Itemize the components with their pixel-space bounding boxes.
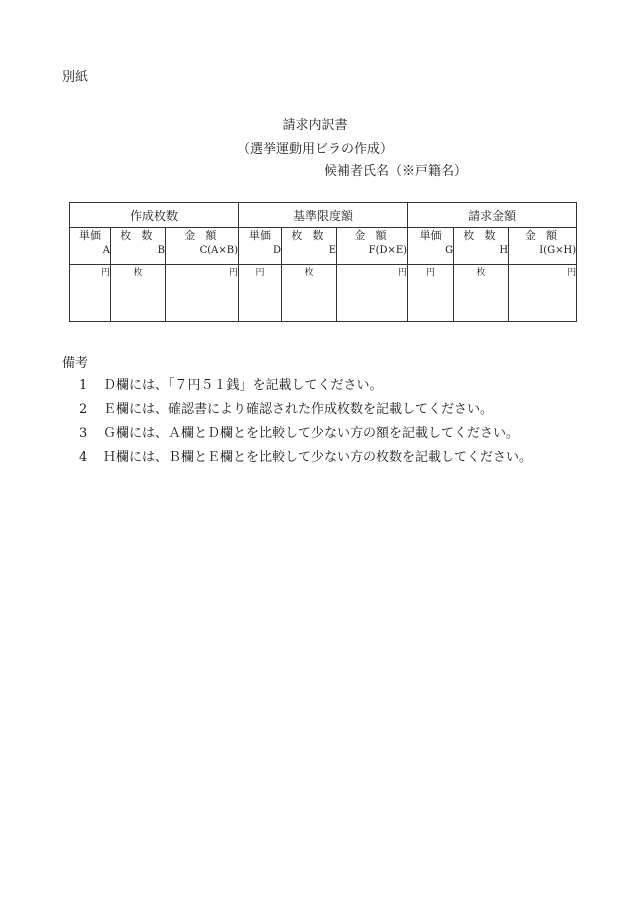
unit-price-a-cell[interactable]: 円 xyxy=(70,265,111,322)
column-header-row xyxy=(70,228,577,265)
group-header-claim: 請求金額 xyxy=(408,203,577,228)
column-title: 単価 xyxy=(249,229,272,242)
count-h-cell[interactable]: 枚 xyxy=(454,265,509,322)
note-text: Ｇ欄には、Ａ欄とＤ欄とを比較して少ない方の額を記載してください。 xyxy=(103,426,520,441)
note-number: 3 xyxy=(79,426,88,441)
note-text: Ｅ欄には、確認書により確認された作成枚数を記載してください。 xyxy=(103,402,494,417)
column-code: B xyxy=(157,245,165,256)
column-header xyxy=(111,228,166,265)
note-text: Ｈ欄には、Ｂ欄とＥ欄とを比較して少ない方の枚数を記載してください。 xyxy=(103,450,533,465)
breakdown-table xyxy=(69,202,577,322)
column-title: 金 額 xyxy=(354,229,390,242)
note-number: 4 xyxy=(79,450,88,465)
notes-heading: 備考 xyxy=(62,356,89,371)
amount-c-cell[interactable]: 円 xyxy=(166,265,239,322)
note-item xyxy=(79,374,532,398)
column-header xyxy=(166,228,239,265)
note-item xyxy=(79,398,532,422)
column-title: 枚 数 xyxy=(463,229,499,242)
unit-price-g-cell[interactable]: 円 xyxy=(408,265,454,322)
column-header xyxy=(454,228,509,265)
column-title: 枚 数 xyxy=(291,229,327,242)
column-code: I(G×H) xyxy=(539,245,577,256)
notes-list xyxy=(79,374,532,470)
group-header-production: 作成枚数 xyxy=(70,203,239,228)
column-code: F(D×E) xyxy=(368,245,408,256)
column-title: 単価 xyxy=(419,229,442,242)
column-header xyxy=(509,228,577,265)
amount-f-cell[interactable]: 円 xyxy=(337,265,408,322)
note-item xyxy=(79,446,532,470)
column-header xyxy=(70,228,111,265)
column-header xyxy=(337,228,408,265)
document-title: 請求内訳書 xyxy=(282,118,348,133)
column-header xyxy=(239,228,282,265)
column-title: 金 額 xyxy=(524,229,561,242)
unit-price-d-cell[interactable]: 円 xyxy=(239,265,282,322)
candidate-name-label: 候補者氏名（※戸籍名） xyxy=(324,164,468,179)
column-header xyxy=(282,228,337,265)
column-code: C(A×B) xyxy=(199,245,239,256)
column-title: 枚 数 xyxy=(120,229,156,242)
count-e-cell[interactable]: 枚 xyxy=(282,265,337,322)
column-code: D xyxy=(273,245,282,256)
column-code: H xyxy=(499,245,509,256)
column-code: A xyxy=(102,245,110,256)
amount-i-cell[interactable]: 円 xyxy=(509,265,577,322)
document-subtitle: （選挙運動用ビラの作成） xyxy=(236,142,393,157)
entry-row xyxy=(70,265,577,322)
group-header-row xyxy=(70,203,577,228)
note-number: 1 xyxy=(79,378,88,393)
note-text: Ｄ欄には、「７円５１銭」を記載してください。 xyxy=(103,378,383,393)
column-title: 単価 xyxy=(79,229,101,242)
note-number: 2 xyxy=(79,402,88,417)
count-b-cell[interactable]: 枚 xyxy=(111,265,166,322)
attachment-label: 別紙 xyxy=(62,70,89,85)
column-header xyxy=(408,228,454,265)
note-item xyxy=(79,422,532,446)
group-header-limit: 基準限度額 xyxy=(239,203,408,228)
column-code: E xyxy=(328,245,337,256)
column-title: 金 額 xyxy=(184,229,220,242)
column-code: G xyxy=(445,245,454,256)
